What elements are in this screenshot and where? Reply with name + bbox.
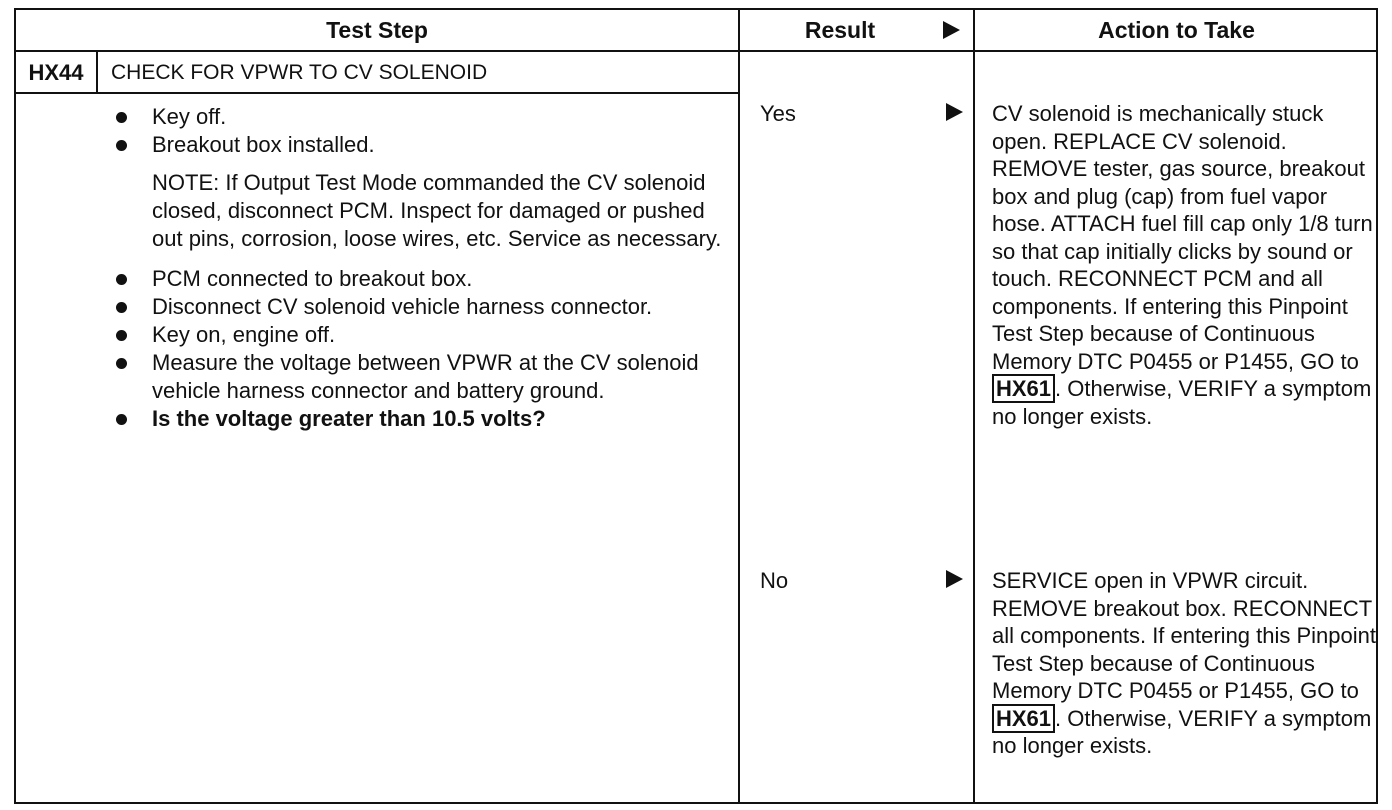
divider-result-action bbox=[973, 10, 975, 802]
step-bullet: Key off. bbox=[114, 103, 724, 131]
header-arrow-icon bbox=[943, 21, 960, 39]
action-yes bbox=[992, 100, 1376, 430]
step-title: CHECK FOR VPWR TO CV SOLENOID bbox=[111, 61, 488, 84]
step-bullet: Breakout box installed. bbox=[114, 131, 724, 159]
step-id: HX44 bbox=[28, 60, 84, 85]
step-bullet: Disconnect CV solenoid vehicle harness connector. bbox=[114, 293, 724, 321]
result-no-label: No bbox=[760, 568, 789, 593]
ref-link-hx61[interactable]: HX61 bbox=[992, 704, 1055, 733]
action-no bbox=[992, 567, 1376, 760]
step-bullet: PCM connected to breakout box. bbox=[114, 265, 724, 293]
result-yes-arrow-icon bbox=[946, 103, 963, 121]
ref-link-hx61[interactable]: HX61 bbox=[992, 374, 1055, 403]
procedure-steps bbox=[114, 103, 724, 433]
header-divider bbox=[16, 50, 1376, 52]
action-no-text-end: . Otherwise, VERIFY a symptom no longer exists. bbox=[992, 705, 1372, 758]
header-test-step: Test Step bbox=[326, 17, 428, 43]
action-yes-text-end: . Otherwise, VERIFY a symptom no longer exists. bbox=[992, 376, 1372, 429]
header-result: Result bbox=[804, 17, 876, 43]
result-yes-label: Yes bbox=[760, 101, 796, 126]
header-action: Action to Take bbox=[1098, 17, 1255, 43]
result-no-arrow-icon bbox=[946, 570, 963, 588]
divider-step-result bbox=[738, 10, 740, 802]
action-no-text: SERVICE open in VPWR circuit. REMOVE breakout box. RECONNECT all components. If entering this Pinpoint Test Step because of Continuous Memory DTC P0455 or P1455, GO to bbox=[992, 568, 1377, 703]
test-step-table bbox=[14, 8, 1378, 804]
step-bullet: Measure the voltage between VPWR at the CV solenoid vehicle harness connector and battery ground. bbox=[114, 349, 724, 405]
step-note: NOTE: If Output Test Mode commanded the CV solenoid closed, disconnect PCM. Inspect for damaged or pushed out pins, corrosion, loose wires, etc. Service as necessary. bbox=[152, 170, 722, 251]
step-bullet: Key on, engine off. bbox=[114, 321, 724, 349]
action-yes-text: CV solenoid is mechanically stuck open. REPLACE CV solenoid. REMOVE tester, gas source, breakout box and plug (cap) from fuel vapor hose. ATTACH fuel fill cap only 1/8 turn so that cap initially clicks by sound or touch. RECONNECT PCM and all components. If entering this Pinpoint Test Step because of Continuous Memory DTC P0455 or P1455, GO to bbox=[992, 101, 1373, 374]
step-question: Is the voltage greater than 10.5 volts? bbox=[114, 405, 724, 433]
step-id-divider bbox=[96, 50, 98, 92]
